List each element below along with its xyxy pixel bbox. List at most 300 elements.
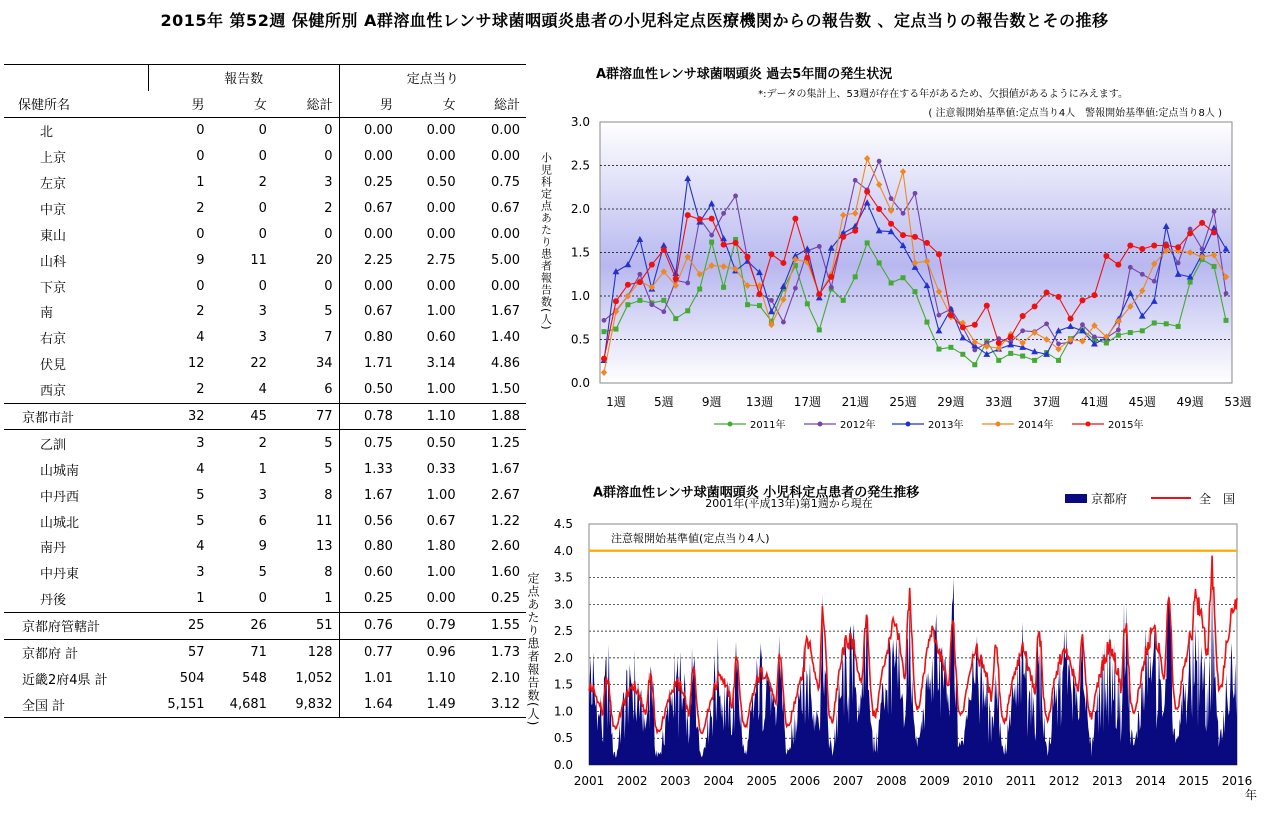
x-tick-label: 13週 xyxy=(745,395,774,409)
data-point xyxy=(1020,328,1025,333)
table-cell: 26 xyxy=(211,612,273,639)
table-cell: 0 xyxy=(196,123,205,139)
table-cell: 0 xyxy=(324,278,333,294)
data-point xyxy=(936,347,941,352)
table-cell: 0 xyxy=(258,149,267,165)
data-point xyxy=(1175,244,1181,250)
table-row xyxy=(4,665,526,691)
table-cell: 0 xyxy=(324,226,333,242)
data-point xyxy=(853,178,858,183)
station-name: 京都市計 xyxy=(4,403,148,430)
station-name: 北 xyxy=(40,125,54,141)
data-point xyxy=(673,316,678,321)
table-cell: 0.50 xyxy=(426,175,456,190)
table-row xyxy=(4,430,526,456)
table-row xyxy=(4,195,526,221)
table-cell: 5 xyxy=(196,513,205,529)
table-cell: 2.60 xyxy=(491,539,520,555)
table-cell: 1,052 xyxy=(295,670,333,686)
data-point xyxy=(889,280,894,285)
table-row xyxy=(4,247,526,273)
table-cell: 128 xyxy=(273,639,339,665)
data-point xyxy=(1199,220,1205,226)
x-tick-label: 2011 xyxy=(1005,774,1037,788)
data-point xyxy=(901,275,906,280)
table-cell: 0.00 xyxy=(426,226,456,242)
table-cell: 2 xyxy=(196,382,205,398)
x-tick-label: 2015 xyxy=(1178,774,1210,788)
table-cell: 13 xyxy=(316,539,333,555)
data-point xyxy=(1080,322,1085,327)
data-point xyxy=(864,189,870,195)
table-cell: 1.64 xyxy=(339,691,399,717)
data-point xyxy=(721,211,726,216)
data-point xyxy=(1116,333,1121,338)
data-point xyxy=(817,327,822,332)
data-point xyxy=(709,233,714,238)
table-cell: 0 xyxy=(196,149,205,165)
y-tick-label: 0.0 xyxy=(570,376,590,390)
station-name: 近畿2府4県 計 xyxy=(22,672,108,688)
table-cell: 2.25 xyxy=(339,247,399,273)
table-cell: 9,832 xyxy=(273,691,339,717)
data-point xyxy=(1163,243,1169,249)
data-point xyxy=(757,291,763,297)
data-point xyxy=(877,260,882,265)
x-tick-label: 2008 xyxy=(876,774,907,788)
y-tick-label: 2.5 xyxy=(553,624,573,639)
table-cell: 0.33 xyxy=(426,461,456,477)
x-tick-label: 33週 xyxy=(985,395,1013,409)
table-cell: 2 xyxy=(324,200,333,216)
table-row xyxy=(4,482,526,508)
table-row xyxy=(4,586,526,612)
y-tick-label: 3.0 xyxy=(570,115,590,129)
table-cell: 8 xyxy=(324,565,333,581)
data-point xyxy=(1079,297,1085,303)
data-point xyxy=(1092,334,1097,339)
data-point xyxy=(685,308,690,313)
station-name: 左京 xyxy=(40,177,67,192)
table-cell: 0 xyxy=(258,591,267,607)
col-header: 男 xyxy=(339,91,399,117)
station-name: 京都府 計 xyxy=(4,639,148,665)
table-cell: 1.71 xyxy=(339,351,399,377)
data-point xyxy=(745,302,750,307)
data-point xyxy=(637,279,643,285)
legend-label: 京都府 xyxy=(1091,492,1128,506)
y-tick-label: 1.5 xyxy=(570,245,590,260)
data-point xyxy=(673,276,679,282)
table-cell: 3 xyxy=(258,304,267,320)
data-point xyxy=(984,303,990,309)
table-cell: 22 xyxy=(250,356,267,372)
x-tick-label: 2002 xyxy=(616,774,648,788)
data-point xyxy=(685,281,690,286)
x-tick-label: 2003 xyxy=(660,774,691,788)
data-point xyxy=(625,282,631,288)
data-point xyxy=(661,247,667,253)
legend-marker xyxy=(1065,494,1087,503)
data-point xyxy=(768,251,774,257)
data-point xyxy=(625,302,630,307)
table-cell: 1.73 xyxy=(462,639,526,665)
table-cell: 0.00 xyxy=(426,278,456,294)
table-cell: 0.60 xyxy=(426,330,456,346)
station-name: 中京 xyxy=(40,202,67,218)
table-cell: 0.00 xyxy=(491,123,520,139)
table-cell: 1.67 xyxy=(491,461,520,477)
y-axis-label: 小児科定点あたり患者報告数(人) xyxy=(539,152,553,331)
data-point xyxy=(1091,292,1097,298)
data-point xyxy=(1008,334,1014,340)
table-cell: 0.96 xyxy=(399,639,462,665)
table-cell: 2.67 xyxy=(491,487,520,503)
page-title: 2015年 第52週 保健所別 A群溶血性レンサ球菌咽頭炎患者の小児科定点医療機関からの報告数 、定点当りの報告数とその推移 xyxy=(160,11,1109,30)
table-cell: 0 xyxy=(324,149,333,165)
x-tick-label: 37週 xyxy=(1032,395,1061,409)
data-point xyxy=(924,320,929,325)
table-cell: 0.75 xyxy=(491,175,520,190)
table-cell: 4 xyxy=(196,461,205,477)
table-cell: 2.75 xyxy=(426,252,456,268)
col-header: 総計 xyxy=(273,91,339,117)
data-point xyxy=(1008,351,1013,356)
data-point xyxy=(733,240,739,246)
table-cell: 5.00 xyxy=(491,252,520,268)
table-cell: 9 xyxy=(258,539,267,555)
station-name: 南 xyxy=(40,306,54,322)
data-point xyxy=(841,298,846,303)
table-cell: 5 xyxy=(258,565,267,581)
table-cell: 0.25 xyxy=(339,170,399,196)
data-point xyxy=(613,327,618,332)
data-point xyxy=(733,194,738,199)
table-cell: 9 xyxy=(196,252,205,268)
table-cell: 0.50 xyxy=(399,430,462,456)
table-cell: 0.00 xyxy=(491,278,520,294)
chart-note: ( 注意報開始基準値:定点当り4人 警報開始基準値:定点当り8人 ) xyxy=(928,108,1222,119)
table-cell: 1.67 xyxy=(491,304,520,320)
data-point xyxy=(1020,313,1026,319)
table-cell: 6 xyxy=(324,382,333,398)
data-point xyxy=(1116,328,1121,333)
legend-marker xyxy=(818,422,823,427)
table-cell: 3 xyxy=(324,175,333,190)
data-point xyxy=(1224,318,1229,323)
table-row xyxy=(4,639,526,665)
data-point xyxy=(649,302,654,307)
data-point xyxy=(1212,209,1217,214)
table-cell: 32 xyxy=(148,403,210,430)
table-row xyxy=(4,456,526,482)
data-point xyxy=(1164,321,1169,326)
data-point xyxy=(697,287,702,292)
data-point xyxy=(936,251,942,257)
table-cell: 1.67 xyxy=(339,482,399,508)
table-cell: 0.67 xyxy=(339,195,399,221)
table-row xyxy=(4,560,526,586)
table-cell: 57 xyxy=(148,639,210,665)
table-cell: 4.86 xyxy=(491,356,520,372)
table-cell: 1 xyxy=(196,175,205,190)
data-point xyxy=(769,298,774,303)
station-name: 西京 xyxy=(40,384,67,400)
x-tick-label: 2012 xyxy=(1048,774,1080,788)
data-point xyxy=(888,221,894,227)
legend-marker xyxy=(728,422,733,427)
table-row xyxy=(4,612,526,639)
table-cell: 3.14 xyxy=(426,356,456,372)
data-point xyxy=(685,212,691,218)
data-point xyxy=(852,228,858,234)
table-cell: 0.25 xyxy=(339,586,399,612)
table-cell: 0 xyxy=(324,123,333,139)
table-cell: 1.00 xyxy=(426,382,456,398)
data-point xyxy=(1212,264,1217,269)
table-cell: 1.25 xyxy=(462,430,526,456)
y-tick-label: 1.5 xyxy=(553,677,573,692)
table-row xyxy=(4,117,526,143)
data-point xyxy=(1176,261,1181,266)
table-cell: 1.40 xyxy=(491,330,520,346)
data-point xyxy=(937,313,942,318)
table-cell: 11 xyxy=(316,513,333,529)
report-table xyxy=(4,64,526,718)
y-tick-label: 2.0 xyxy=(570,202,590,216)
data-point xyxy=(1151,243,1157,249)
station-name: 丹後 xyxy=(40,593,67,609)
data-point xyxy=(1224,291,1229,296)
table-cell: 0.00 xyxy=(491,149,520,165)
x-tick-label: 53週 xyxy=(1224,395,1252,409)
station-name: 山城南 xyxy=(40,463,80,479)
data-point xyxy=(1139,246,1145,252)
legend-label: 2012年 xyxy=(840,420,876,431)
table-cell: 8 xyxy=(324,487,333,503)
table-cell: 0.67 xyxy=(426,513,456,529)
data-point xyxy=(1044,321,1049,326)
y-tick-label: 4.5 xyxy=(553,517,573,531)
table-cell: 2.10 xyxy=(491,670,520,686)
data-point xyxy=(948,345,953,350)
station-name: 京都府管轄計 xyxy=(4,612,148,639)
data-point xyxy=(1187,230,1193,236)
data-point xyxy=(649,262,655,268)
table-cell: 4 xyxy=(196,330,205,346)
table-cell: 0.00 xyxy=(339,273,399,299)
data-point xyxy=(709,240,714,245)
table-row xyxy=(4,170,526,196)
table-cell: 5 xyxy=(273,430,339,456)
data-point xyxy=(924,240,930,246)
legend-label: 全 国 xyxy=(1199,492,1236,506)
station-name: 東山 xyxy=(40,228,67,244)
y-tick-label: 0.5 xyxy=(570,332,590,347)
y-tick-label: 2.0 xyxy=(553,650,573,665)
table-cell: 0.00 xyxy=(426,591,456,607)
legend-marker xyxy=(996,422,1001,427)
data-point xyxy=(721,285,726,290)
table-cell: 504 xyxy=(179,670,205,686)
x-tick-label: 9週 xyxy=(701,395,722,409)
table-cell: 51 xyxy=(273,612,339,639)
table-cell: 0.75 xyxy=(339,430,399,456)
table-row xyxy=(4,144,526,170)
data-point xyxy=(1211,229,1217,235)
table-cell: 0.50 xyxy=(339,377,399,403)
data-point xyxy=(637,272,642,277)
data-point xyxy=(1188,280,1193,285)
table-cell: 1.33 xyxy=(339,456,399,482)
y-tick-label: 2.5 xyxy=(570,158,590,173)
table-cell: 1.22 xyxy=(491,513,520,529)
station-name: 中丹西 xyxy=(40,489,80,505)
table-cell: 1.00 xyxy=(426,487,456,503)
x-tick-label: 2005 xyxy=(746,774,778,788)
data-point xyxy=(1103,253,1109,259)
table-cell: 0.00 xyxy=(426,149,456,165)
table-cell: 7 xyxy=(324,330,333,346)
table-cell: 0.25 xyxy=(491,591,520,607)
chart-title: A群溶血性レンサ球菌咽頭炎 小児科定点患者の発生推移 xyxy=(593,485,920,501)
legend-marker xyxy=(906,422,911,427)
chart-title: A群溶血性レンサ球菌咽頭炎 過去5年間の発生状況 xyxy=(596,67,893,82)
station-name: 全国 計 xyxy=(4,691,148,717)
data-point xyxy=(757,303,762,308)
table-cell: 0.56 xyxy=(339,508,399,534)
x-tick-label: 2006 xyxy=(789,774,821,788)
data-point xyxy=(865,240,870,245)
table-cell: 3 xyxy=(148,430,210,456)
col-header-name: 保健所名 xyxy=(4,91,148,117)
data-point xyxy=(1152,279,1157,284)
x-tick-label: 29週 xyxy=(937,395,965,409)
col-header: 女 xyxy=(211,91,273,117)
data-point xyxy=(996,340,1002,346)
group-header-per-sentinel: 定点当り xyxy=(339,65,526,91)
data-point xyxy=(793,286,798,291)
table-row xyxy=(4,273,526,299)
data-point xyxy=(805,301,810,306)
table-row xyxy=(4,534,526,560)
table-cell: 1.55 xyxy=(462,612,526,639)
data-point xyxy=(900,232,906,238)
data-point xyxy=(709,216,715,222)
data-point xyxy=(972,348,977,353)
table-cell: 1.88 xyxy=(462,403,526,430)
chart-note: *:データの集計上、53週が存在する年があるため、欠損値があるようにみえます。 xyxy=(758,89,1128,100)
data-point xyxy=(972,322,978,328)
table-cell: 1.49 xyxy=(399,691,462,717)
data-point xyxy=(1104,340,1109,345)
data-point xyxy=(853,274,858,279)
table-cell: 0.00 xyxy=(339,221,399,247)
table-cell: 1.00 xyxy=(426,565,456,581)
data-point xyxy=(829,285,834,290)
table-row xyxy=(4,325,526,351)
x-axis-unit: 年 xyxy=(1244,788,1258,802)
legend-label: 2014年 xyxy=(1018,420,1054,431)
x-tick-label: 2009 xyxy=(919,774,950,788)
legend-label: 2011年 xyxy=(750,420,786,431)
table-cell: 0 xyxy=(258,123,267,139)
station-name: 下京 xyxy=(40,280,67,296)
data-point xyxy=(1056,341,1061,346)
data-point xyxy=(901,211,906,216)
data-point xyxy=(602,329,607,334)
data-point xyxy=(828,274,834,280)
data-point xyxy=(913,289,918,294)
table-cell: 0.67 xyxy=(339,299,399,325)
table-cell: 0.78 xyxy=(339,403,399,430)
data-point xyxy=(913,191,918,196)
data-point xyxy=(601,356,607,362)
y-tick-label: 1.0 xyxy=(553,704,573,719)
data-point xyxy=(1020,354,1025,359)
x-tick-label: 2007 xyxy=(832,774,864,788)
table-cell: 0 xyxy=(258,226,267,242)
data-point xyxy=(816,291,822,297)
y-tick-label: 1.0 xyxy=(570,289,590,303)
station-name: 山城北 xyxy=(40,515,80,531)
col-header: 男 xyxy=(148,91,210,117)
table-cell: 548 xyxy=(242,670,267,686)
data-point xyxy=(1176,324,1181,329)
table-cell: 20 xyxy=(316,252,333,268)
table-cell: 1.10 xyxy=(399,403,462,430)
table-cell: 1 xyxy=(324,591,333,607)
data-point xyxy=(637,298,642,303)
table-cell: 0 xyxy=(196,278,205,294)
table-cell: 1.50 xyxy=(491,382,520,398)
data-point xyxy=(960,352,965,357)
station-name: 南丹 xyxy=(40,541,67,557)
table-row xyxy=(4,508,526,534)
table-cell: 1.80 xyxy=(426,539,456,555)
y-tick-label: 3.0 xyxy=(553,597,573,612)
table-cell: 1.60 xyxy=(491,565,520,581)
trend-chart xyxy=(526,478,1269,808)
x-tick-label: 45週 xyxy=(1128,395,1156,409)
group-header-reports: 報告数 xyxy=(148,65,339,91)
chart-subtitle: 2001年(平成13年)第1週から現在 xyxy=(705,497,873,510)
table-row xyxy=(4,221,526,247)
station-name: 上京 xyxy=(40,151,67,167)
data-point xyxy=(602,318,607,323)
data-point xyxy=(661,309,666,314)
table-cell: 0.76 xyxy=(339,612,399,639)
table-cell: 3 xyxy=(196,565,205,581)
table-cell: 25 xyxy=(148,612,210,639)
table-row xyxy=(4,691,526,717)
x-tick-label: 2004 xyxy=(703,774,734,788)
table-cell: 2 xyxy=(211,430,273,456)
table-cell: 0.00 xyxy=(426,200,456,216)
data-point xyxy=(960,324,966,330)
x-tick-label: 1週 xyxy=(606,395,626,409)
x-tick-label: 17週 xyxy=(793,395,822,409)
x-tick-label: 21週 xyxy=(841,395,869,409)
table-cell: 0.00 xyxy=(491,226,520,242)
data-point xyxy=(877,159,882,164)
data-point xyxy=(1128,265,1133,270)
x-tick-label: 25週 xyxy=(889,395,917,409)
data-point xyxy=(1056,294,1062,300)
data-point xyxy=(876,206,882,212)
table-cell: 0.80 xyxy=(339,534,399,560)
table-cell: 0 xyxy=(258,200,267,216)
